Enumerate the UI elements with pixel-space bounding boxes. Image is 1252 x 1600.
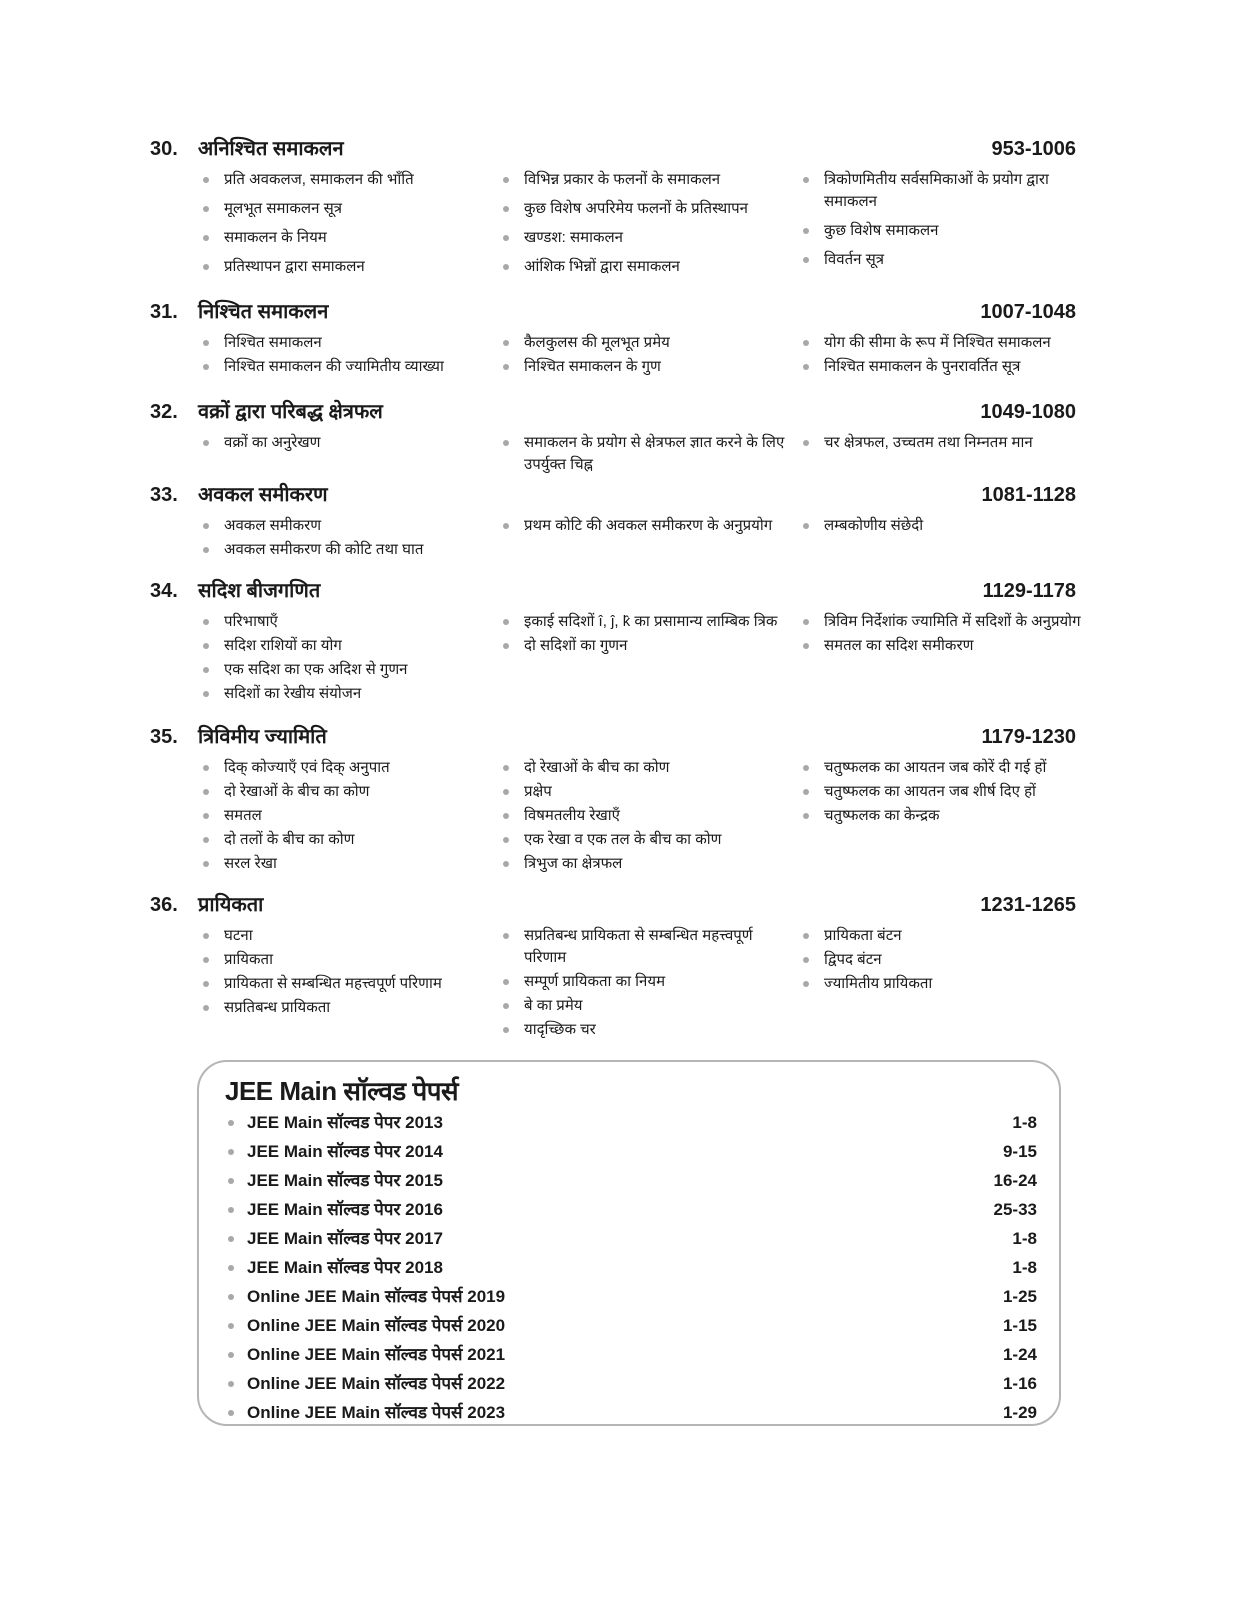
topic-column: [500, 925, 790, 1043]
topic-item: सप्रतिबन्ध प्रायिकता: [200, 997, 490, 1019]
section-title: वक्रों द्वारा परिबद्ध क्षेत्रफल: [198, 401, 383, 423]
solved-paper-pages: 1-29: [1002, 1403, 1037, 1422]
toc-section: [150, 891, 1076, 1038]
topic-item: अवकल समीकरण की कोटि तथा घात: [200, 539, 490, 561]
solved-paper-row: [225, 1371, 1037, 1400]
section-page-range: 1081-1128: [981, 484, 1076, 506]
section-title: अनिश्चित समाकलन: [198, 138, 344, 160]
topic-item: विभिन्न प्रकार के फलनों के समाकलन: [500, 169, 790, 191]
toc-section: [150, 135, 1076, 275]
topic-item: सम्पूर्ण प्रायिकता का नियम: [500, 971, 790, 993]
topic-column: [800, 757, 1090, 829]
topic-item: चतुष्फलक का आयतन जब शीर्ष दिए हों: [800, 781, 1090, 803]
topic-item: द्विपद बंटन: [800, 949, 1090, 971]
topic-item: त्रिविम निर्देशांक ज्यामिति में सदिशों के अनुप्रयोग: [800, 611, 1090, 633]
topic-item: योग की सीमा के रूप में निश्चित समाकलन: [800, 332, 1090, 354]
solved-paper-row: [225, 1139, 1037, 1168]
section-number: 35.: [150, 726, 178, 748]
solved-paper-label: JEE Main सॉल्वड पेपर 2017: [247, 1229, 443, 1248]
topic-item: प्रक्षेप: [500, 781, 790, 803]
solved-paper-pages: 16-24: [993, 1171, 1037, 1190]
solved-paper-pages: 1-8: [1012, 1258, 1037, 1277]
solved-paper-label: JEE Main सॉल्वड पेपर 2016: [247, 1200, 443, 1219]
topic-item: दो रेखाओं के बीच का कोण: [200, 781, 490, 803]
topic-column: [500, 611, 790, 659]
topic-item: त्रिभुज का क्षेत्रफल: [500, 853, 790, 875]
topic-column: [500, 332, 790, 380]
topic-item: दिक् कोज्याएँ एवं दिक् अनुपात: [200, 757, 490, 779]
topic-column: [500, 757, 790, 877]
section-page-range: 953-1006: [991, 138, 1076, 160]
topic-column: [500, 432, 790, 478]
solved-paper-label: Online JEE Main सॉल्वड पेपर्स 2020: [247, 1316, 506, 1335]
topic-column: [200, 169, 490, 285]
topic-item: वक्रों का अनुरेखण: [200, 432, 490, 454]
solved-paper-pages: 1-8: [1012, 1113, 1037, 1132]
section-heading: [150, 298, 1076, 326]
solved-paper-pages: 1-24: [1002, 1345, 1037, 1364]
section-title: निश्चित समाकलन: [198, 301, 329, 323]
topic-item: सप्रतिबन्ध प्रायिकता से सम्बन्धित महत्त्वपूर्ण परिणाम: [500, 925, 790, 969]
topic-item: कुछ विशेष समाकलन: [800, 220, 1090, 242]
topic-item: एक सदिश का एक अदिश से गुणन: [200, 659, 490, 681]
solved-paper-label: Online JEE Main सॉल्वड पेपर्स 2021: [247, 1345, 506, 1364]
solved-paper-row: [225, 1313, 1037, 1342]
topic-item: निश्चित समाकलन के पुनरावर्तित सूत्र: [800, 356, 1090, 378]
solved-paper-row: [225, 1342, 1037, 1371]
section-heading: [150, 135, 1076, 163]
topic-column: [500, 169, 790, 285]
section-number: 31.: [150, 301, 178, 323]
section-page-range: 1049-1080: [980, 401, 1076, 423]
topic-item: समाकलन के नियम: [200, 227, 490, 249]
solved-paper-pages: 1-16: [1002, 1374, 1037, 1393]
topic-item: सदिश राशियों का योग: [200, 635, 490, 657]
solved-paper-row: [225, 1400, 1037, 1429]
section-number: 30.: [150, 138, 178, 160]
solved-papers-box: [197, 1060, 1061, 1426]
topic-item: विवर्तन सूत्र: [800, 249, 1090, 271]
solved-paper-row: [225, 1197, 1037, 1226]
solved-paper-pages: 1-8: [1012, 1229, 1037, 1248]
section-title: अवकल समीकरण: [198, 484, 328, 506]
section-heading: [150, 577, 1076, 605]
topic-item: कुछ विशेष अपरिमेय फलनों के प्रतिस्थापन: [500, 198, 790, 220]
topic-item: प्रायिकता: [200, 949, 490, 971]
topic-item: निश्चित समाकलन: [200, 332, 490, 354]
solved-paper-label: JEE Main सॉल्वड पेपर 2018: [247, 1258, 443, 1277]
topic-item: आंशिक भिन्नों द्वारा समाकलन: [500, 256, 790, 278]
topic-item: मूलभूत समाकलन सूत्र: [200, 198, 490, 220]
topic-item: प्रथम कोटि की अवकल समीकरण के अनुप्रयोग: [500, 515, 790, 537]
topic-column: [200, 757, 490, 877]
section-number: 34.: [150, 580, 178, 602]
topic-column: [200, 432, 490, 456]
topic-item: दो रेखाओं के बीच का कोण: [500, 757, 790, 779]
topic-column: [200, 925, 490, 1021]
solved-paper-label: JEE Main सॉल्वड पेपर 2013: [247, 1113, 443, 1132]
topic-item: चतुष्फलक का केन्द्रक: [800, 805, 1090, 827]
section-page-range: 1007-1048: [980, 301, 1076, 323]
topic-item: दो तलों के बीच का कोण: [200, 829, 490, 851]
topic-item: प्रति अवकलज, समाकलन की भाँति: [200, 169, 490, 191]
solved-paper-row: [225, 1168, 1037, 1197]
topic-item: लम्बकोणीय संछेदी: [800, 515, 1090, 537]
topic-item: त्रिकोणमितीय सर्वसमिकाओं के प्रयोग द्वारा समाकलन: [800, 169, 1090, 213]
solved-paper-row: [225, 1226, 1037, 1255]
solved-paper-pages: 9-15: [1002, 1142, 1037, 1161]
topic-column: [800, 332, 1090, 380]
topic-column: [200, 611, 490, 707]
topic-column: [800, 432, 1090, 456]
topic-column: [500, 515, 790, 539]
section-number: 32.: [150, 401, 178, 423]
topic-item: यादृच्छिक चर: [500, 1019, 790, 1041]
toc-section: [150, 398, 1076, 473]
solved-paper-label: JEE Main सॉल्वड पेपर 2015: [247, 1171, 443, 1190]
section-title: प्रायिकता: [198, 894, 264, 916]
section-page-range: 1179-1230: [981, 726, 1076, 748]
solved-paper-row: [225, 1284, 1037, 1313]
solved-paper-label: Online JEE Main सॉल्वड पेपर्स 2022: [247, 1374, 506, 1393]
section-title: त्रिविमीय ज्यामिति: [198, 726, 327, 748]
section-heading: [150, 723, 1076, 751]
topic-column: [800, 925, 1090, 997]
topic-item: निश्चित समाकलन की ज्यामितीय व्याख्या: [200, 356, 490, 378]
solved-paper-label: Online JEE Main सॉल्वड पेपर्स 2023: [247, 1403, 506, 1422]
section-heading: [150, 891, 1076, 919]
topic-column: [200, 515, 490, 563]
section-page-range: 1129-1178: [982, 580, 1076, 602]
topic-item: समतल का सदिश समीकरण: [800, 635, 1090, 657]
topic-item: चर क्षेत्रफल, उच्चतम तथा निम्नतम मान: [800, 432, 1090, 454]
topic-item: प्रतिस्थापन द्वारा समाकलन: [200, 256, 490, 278]
section-page-range: 1231-1265: [980, 894, 1076, 916]
solved-paper-row: [225, 1255, 1037, 1284]
section-heading: [150, 398, 1076, 426]
topic-item: इकाई सदिशों î, ĵ, k̂ का प्रसामान्य लाम्बिक त्रिक: [500, 611, 790, 633]
topic-item: दो सदिशों का गुणन: [500, 635, 790, 657]
topic-item: सदिशों का रेखीय संयोजन: [200, 683, 490, 705]
topic-item: खण्डश: समाकलन: [500, 227, 790, 249]
topic-item: ज्यामितीय प्रायिकता: [800, 973, 1090, 995]
toc-section: [150, 577, 1081, 702]
topic-item: कैलकुलस की मूलभूत प्रमेय: [500, 332, 790, 354]
topic-item: विषमतलीय रेखाएँ: [500, 805, 790, 827]
topic-item: निश्चित समाकलन के गुण: [500, 356, 790, 378]
section-title: सदिश बीजगणित: [198, 580, 321, 602]
solved-paper-row: [225, 1110, 1037, 1139]
topic-column: [800, 169, 1090, 278]
topic-item: प्रायिकता से सम्बन्धित महत्त्वपूर्ण परिणाम: [200, 973, 490, 995]
topic-item: समाकलन के प्रयोग से क्षेत्रफल ज्ञात करने के लिए उपर्युक्त चिह्न: [500, 432, 790, 476]
topic-item: घटना: [200, 925, 490, 947]
toc-section: [150, 298, 1076, 375]
topic-item: चतुष्फलक का आयतन जब कोरें दी गई हों: [800, 757, 1090, 779]
topic-item: एक रेखा व एक तल के बीच का कोण: [500, 829, 790, 851]
topic-column: [200, 332, 490, 380]
solved-paper-pages: 1-25: [1002, 1287, 1037, 1306]
toc-section: [150, 481, 1076, 558]
section-number: 36.: [150, 894, 178, 916]
topic-item: समतल: [200, 805, 490, 827]
solved-papers-list: [225, 1110, 1037, 1429]
section-heading: [150, 481, 1076, 509]
topic-item: प्रायिकता बंटन: [800, 925, 1090, 947]
solved-paper-pages: 25-33: [993, 1200, 1037, 1219]
solved-paper-label: Online JEE Main सॉल्वड पेपर्स 2019: [247, 1287, 506, 1306]
solved-papers-title: JEE Main सॉल्वड पेपर्स: [225, 1076, 459, 1106]
topic-item: अवकल समीकरण: [200, 515, 490, 537]
topic-column: [800, 611, 1090, 659]
solved-paper-label: JEE Main सॉल्वड पेपर 2014: [247, 1142, 443, 1161]
topic-item: परिभाषाएँ: [200, 611, 490, 633]
section-number: 33.: [150, 484, 178, 506]
solved-paper-pages: 1-15: [1002, 1316, 1037, 1335]
toc-section: [150, 723, 1076, 872]
topic-item: बे का प्रमेय: [500, 995, 790, 1017]
topic-item: सरल रेखा: [200, 853, 490, 875]
topic-column: [800, 515, 1090, 539]
